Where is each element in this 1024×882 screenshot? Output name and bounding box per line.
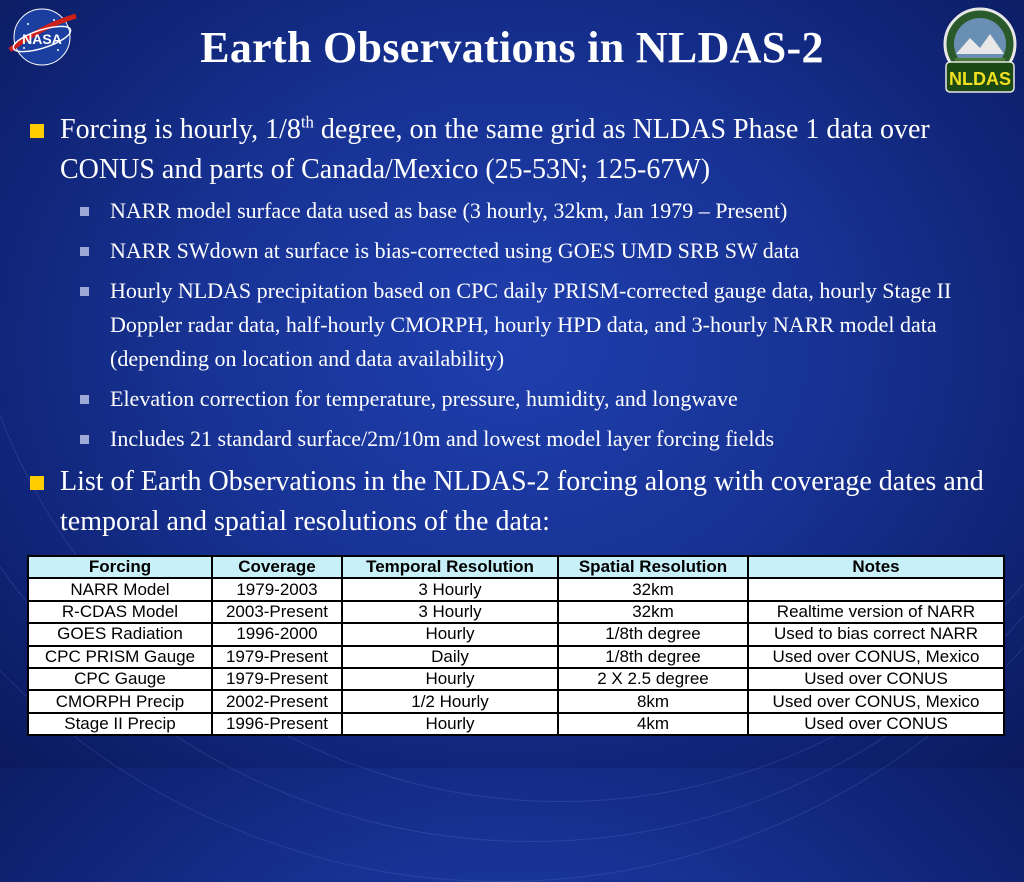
bullet-forcing-superscript: th	[300, 112, 314, 132]
bullet-observations-text: List of Earth Observations in the NLDAS-2 forcing along with coverage dates and temporal and spatial resolutions of the data:	[60, 466, 984, 537]
cell-notes: Used over CONUS	[748, 713, 1004, 735]
bullet-square-icon	[30, 476, 44, 490]
bullet-observations-list	[30, 462, 1005, 542]
sub-bullet-forcing-fields	[80, 422, 1005, 456]
table-row	[28, 623, 1004, 645]
cell-spatial: 4km	[558, 713, 748, 735]
cell-coverage: 1979-Present	[212, 668, 342, 690]
column-header-temporal-resolution: Temporal Resolution	[342, 556, 558, 578]
sub-bullet-elevation	[80, 382, 1005, 416]
cell-forcing: CPC Gauge	[28, 668, 212, 690]
sub-bullet-text: Elevation correction for temperature, pressure, humidity, and longwave	[110, 386, 738, 411]
cell-notes: Realtime version of NARR	[748, 601, 1004, 623]
cell-temporal: Hourly	[342, 713, 558, 735]
cell-temporal: Hourly	[342, 623, 558, 645]
cell-forcing: CPC PRISM Gauge	[28, 646, 212, 668]
cell-coverage: 1979-Present	[212, 646, 342, 668]
cell-forcing: Stage II Precip	[28, 713, 212, 735]
sub-bullet-square-icon	[80, 287, 89, 296]
sub-bullet-square-icon	[80, 395, 89, 404]
cell-notes: Used over CONUS	[748, 668, 1004, 690]
cell-forcing: R-CDAS Model	[28, 601, 212, 623]
table-header-row	[28, 556, 1004, 578]
table-row	[28, 690, 1004, 712]
sub-bullet-text: Hourly NLDAS precipitation based on CPC daily PRISM-corrected gauge data, hourly Stage II Doppler radar data, half-hourly CMORPH, hourly HPD data, and 3-hourly NARR model data (depending on location and data availability)	[110, 278, 952, 371]
sub-bullet-square-icon	[80, 247, 89, 256]
sub-bullet-square-icon	[80, 207, 89, 216]
sub-bullet-narr-base	[80, 194, 1005, 228]
table-row	[28, 713, 1004, 735]
table-row	[28, 601, 1004, 623]
cell-coverage: 1996-Present	[212, 713, 342, 735]
observations-table	[27, 555, 1005, 736]
cell-forcing: CMORPH Precip	[28, 690, 212, 712]
sub-bullet-text: Includes 21 standard surface/2m/10m and lowest model layer forcing fields	[110, 426, 775, 451]
cell-spatial: 32km	[558, 601, 748, 623]
bullet-forcing	[30, 110, 1005, 190]
table-row	[28, 646, 1004, 668]
cell-temporal: 1/2 Hourly	[342, 690, 558, 712]
cell-notes	[748, 578, 1004, 600]
cell-temporal: 3 Hourly	[342, 578, 558, 600]
column-header-coverage: Coverage	[212, 556, 342, 578]
sub-bullet-text: NARR model surface data used as base (3 hourly, 32km, Jan 1979 – Present)	[110, 198, 788, 223]
sub-bullet-precipitation	[80, 274, 1005, 376]
cell-spatial: 1/8th degree	[558, 646, 748, 668]
cell-spatial: 2 X 2.5 degree	[558, 668, 748, 690]
slide-content	[30, 110, 1005, 542]
column-header-spatial-resolution: Spatial Resolution	[558, 556, 748, 578]
sub-bullet-square-icon	[80, 435, 89, 444]
cell-coverage: 2002-Present	[212, 690, 342, 712]
cell-temporal: Hourly	[342, 668, 558, 690]
cell-notes: Used over CONUS, Mexico	[748, 646, 1004, 668]
cell-temporal: 3 Hourly	[342, 601, 558, 623]
cell-forcing: NARR Model	[28, 578, 212, 600]
bullet-forcing-text-part1: Forcing is hourly, 1/8	[60, 114, 301, 145]
sub-bullet-text: NARR SWdown at surface is bias-corrected using GOES UMD SRB SW data	[110, 238, 800, 263]
slide-title: Earth Observations in NLDAS-2	[200, 23, 824, 72]
cell-forcing: GOES Radiation	[28, 623, 212, 645]
bullet-forcing-text-part2: degree, on the same grid as NLDAS Phase 1 data over CONUS and parts of Canada/Mexico (25-53N; 125-67W)	[60, 114, 930, 185]
cell-temporal: Daily	[342, 646, 558, 668]
nldas-logo-text: NLDAS	[949, 69, 1011, 89]
cell-coverage: 1979-2003	[212, 578, 342, 600]
cell-spatial: 8km	[558, 690, 748, 712]
table-row	[28, 578, 1004, 600]
cell-notes: Used over CONUS, Mexico	[748, 690, 1004, 712]
cell-spatial: 32km	[558, 578, 748, 600]
bullet-square-icon	[30, 124, 44, 138]
column-header-notes: Notes	[748, 556, 1004, 578]
cell-coverage: 2003-Present	[212, 601, 342, 623]
nasa-logo-text: NASA	[22, 31, 62, 47]
cell-notes: Used to bias correct NARR	[748, 623, 1004, 645]
column-header-forcing: Forcing	[28, 556, 212, 578]
sub-bullet-swdown	[80, 234, 1005, 268]
table-row	[28, 668, 1004, 690]
cell-spatial: 1/8th degree	[558, 623, 748, 645]
cell-coverage: 1996-2000	[212, 623, 342, 645]
